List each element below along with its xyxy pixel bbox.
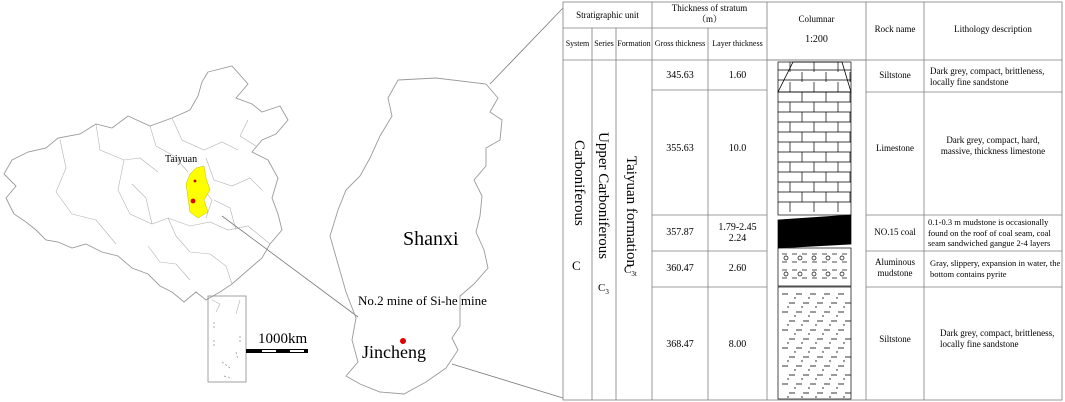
header-system: System xyxy=(565,39,590,48)
row-layer: 10.0 xyxy=(728,143,747,154)
row-gross: 357.87 xyxy=(666,227,694,238)
formation-symbol xyxy=(624,264,637,278)
row-layer: 2.60 xyxy=(728,263,747,274)
header-gross-thickness: Gross thickness xyxy=(654,39,706,48)
row-layer: 1.79-2.45 xyxy=(718,222,757,233)
row-description: Gray, slippery, expansion in water, the bottom contains pyrite xyxy=(930,258,1061,279)
formation-name: Taiyuan formation xyxy=(623,156,639,267)
row-layer: 8.00 xyxy=(728,339,747,350)
formation-symbol-sub: 3t xyxy=(631,270,637,279)
system-name: Carboniferous xyxy=(571,140,587,226)
series-symbol-main: C xyxy=(598,282,606,294)
row-description: Dark grey, compact, brittleness, locally fine sandstone xyxy=(930,66,1045,87)
header-layer-thickness: Layer thickness xyxy=(712,39,763,48)
columnar-strip xyxy=(778,62,851,399)
header-columnar: Columnar xyxy=(798,14,835,24)
series-name: Upper Carboniferous xyxy=(595,132,611,260)
shanxi-label: Shanxi xyxy=(403,228,459,250)
row-rock: Siltstone xyxy=(879,334,911,344)
row-description: Dark grey, compact, hard, massive, thickness limestone xyxy=(940,135,1046,156)
series-symbol-sub: 3 xyxy=(605,288,609,297)
row-gross: 368.47 xyxy=(666,339,694,350)
row-layer: 1.60 xyxy=(728,70,747,81)
header-formation: Formation xyxy=(617,39,651,48)
header-stratigraphic-unit: Stratigraphic unit xyxy=(576,10,639,20)
header-lithology-description: Lithology description xyxy=(954,24,1032,34)
jincheng-label: Jincheng xyxy=(362,342,426,362)
row-rock: Limestone xyxy=(876,143,914,153)
mine-label: No.2 mine of Si-he mine xyxy=(358,293,487,308)
taiyuan-label: Taiyuan xyxy=(165,154,198,165)
header-rock-name: Rock name xyxy=(874,24,916,34)
row-description: Dark grey, compact, brittleness, locally fine sandstone xyxy=(940,328,1055,349)
system-symbol: C xyxy=(572,258,581,273)
row-rock: NO.15 coal xyxy=(874,227,916,237)
series-symbol xyxy=(598,282,609,296)
header-thickness-of-stratum: Thickness of stratum xyxy=(671,3,748,13)
header-series: Series xyxy=(594,39,614,48)
scale-label: 1000km xyxy=(258,331,308,347)
row-gross: 345.63 xyxy=(666,70,694,81)
row-rock: Siltstone xyxy=(879,70,911,80)
header-columnar-scale: 1:200 xyxy=(805,34,828,45)
row-gross: 355.63 xyxy=(666,143,694,154)
row-layer-2: 2.24 xyxy=(728,233,747,244)
row-rock: Aluminous mudstone xyxy=(874,257,915,278)
header-thickness-unit: （m） xyxy=(696,14,722,24)
formation-symbol-main: C xyxy=(624,264,632,276)
row-gross: 360.47 xyxy=(666,263,694,274)
row-description: 0.1-0.3 m mudstone is occasionally found on the roof of coal seam, coal seam sandwiched gangue 2-4 layers xyxy=(928,217,1051,248)
